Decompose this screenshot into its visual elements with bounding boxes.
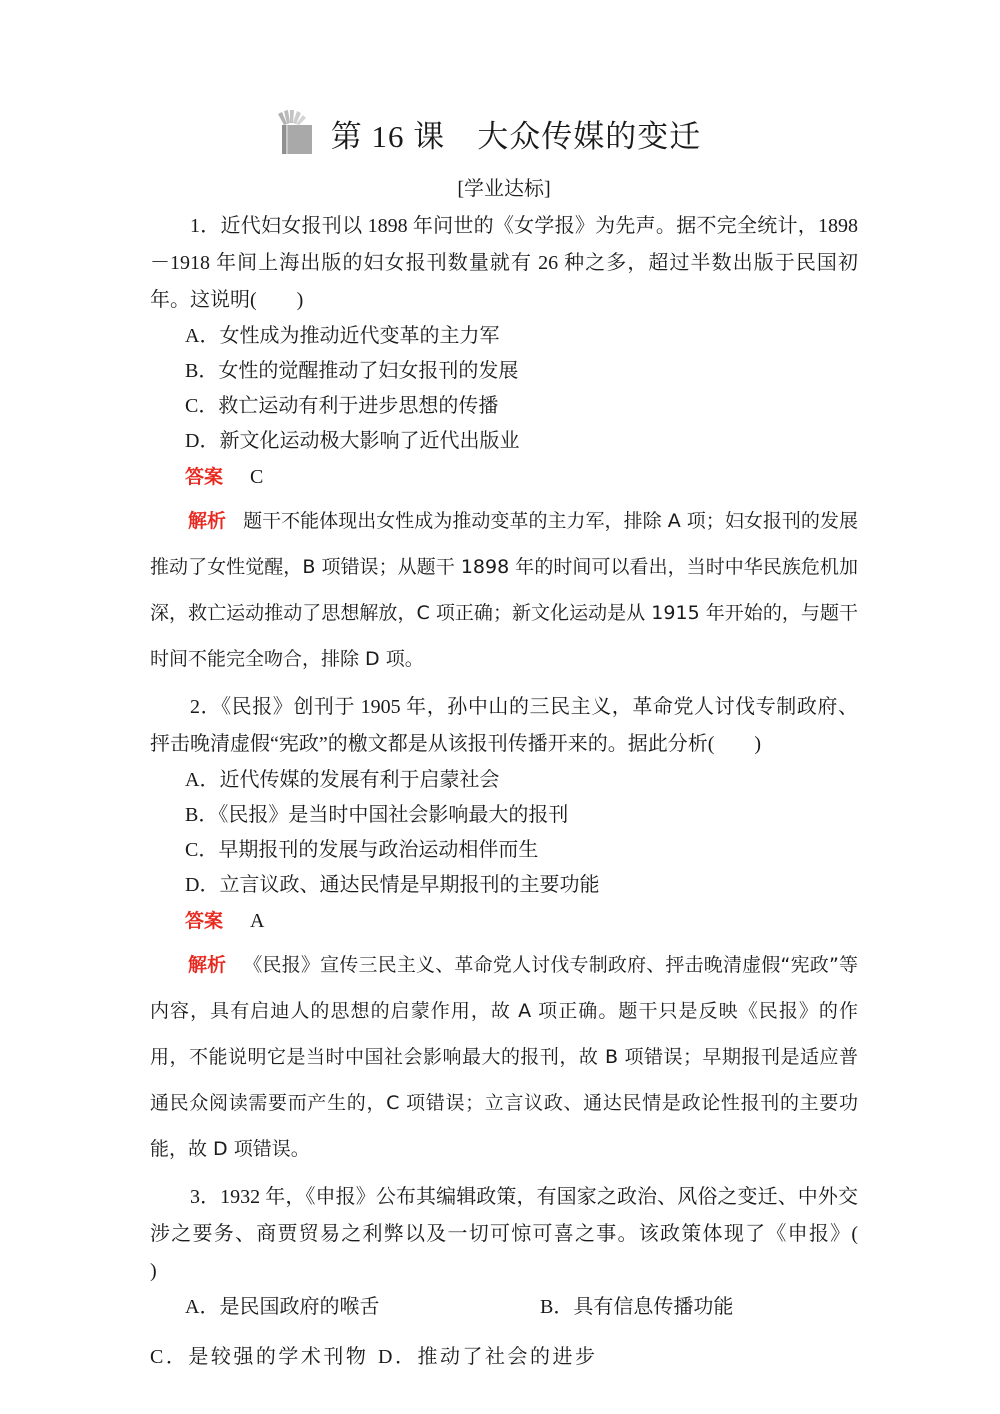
option-c: C．早期报刊的发展与政治运动相伴而生 — [185, 839, 539, 861]
option-b: B．《民报》是当时中国社会影响最大的报刊 — [185, 804, 569, 826]
worksheet-page — [150, 0, 898, 1375]
answer-row — [150, 903, 858, 940]
answer-label: 答案 — [185, 910, 224, 932]
answer-row — [150, 459, 858, 496]
option-d: D．推动了社会的进步 — [378, 1346, 598, 1368]
analysis-text: 《民报》宣传三民主义、革命党人讨伐专制政府、抨击晚清虚假“宪政”等内容，具有启迪人的思想的启蒙作用，故 A 项正确。题干只是反映《民报》的作用，不能说明它是当时中国社会影响最大的报刊，故 B 项错误；早期报刊是适应普通民众阅读需要而产生的，C 项错误；立言议政、通达民情是政论性报刊的主要功能，故 D 项错误。 — [150, 954, 858, 1160]
question-3-options-ab — [150, 1290, 858, 1325]
option-d: D．立言议政、通达民情是早期报刊的主要功能 — [185, 874, 600, 896]
analysis-text: 题干不能体现出女性成为推动变革的主力军，排除 A 项；妇女报刊的发展推动了女性觉醒，B 项错误；从题干 1898 年的时间可以看出，当时中华民族危机加深，救亡运动推动了思想解放，C 项正确；新文化运动是从 1915 年开始的，与题干时间不能完全吻合，排除 D 项。 — [150, 510, 858, 670]
page-title: 第 16 课 大众传媒的变迁 — [330, 119, 702, 154]
option-b: B．女性的觉醒推动了妇女报刊的发展 — [185, 360, 519, 382]
analysis-label: 解析 — [188, 954, 227, 976]
analysis-2 — [150, 942, 858, 1172]
question-3-options-cd — [150, 1339, 858, 1375]
question-1-stem: 1．近代妇女报刊以 1898 年问世的《女学报》为先声。据不完全统计，1898－1918 年间上海出版的妇女报刊数量就有 26 种之多，超过半数出版于民国初年。这说明( ) — [150, 215, 858, 311]
question-1-options — [150, 319, 858, 459]
question-3 — [150, 1179, 898, 1375]
answer-value: C — [250, 466, 264, 488]
question-3-stem: 3．1932 年，《申报》公布其编辑政策，有国家之政治、风俗之变迁、中外交涉之要务、商贾贸易之利弊以及一切可惊可喜之事。该政策体现了《申报》( ) — [150, 1186, 898, 1282]
analysis-label: 解析 — [188, 510, 227, 532]
question-2-options — [150, 763, 858, 903]
answer-value: A — [250, 910, 265, 932]
option-b: B．具有信息传播功能 — [540, 1296, 734, 1318]
option-a: A．是民国政府的喉舌 — [185, 1296, 380, 1318]
option-a: A．女性成为推动近代变革的主力军 — [185, 325, 500, 347]
answer-label: 答案 — [185, 466, 224, 488]
book-icon — [277, 108, 317, 156]
option-d: D．新文化运动极大影响了近代出版业 — [185, 430, 520, 452]
question-2 — [150, 689, 858, 1172]
lesson-header — [120, 108, 858, 156]
section-label: [学业达标] — [457, 178, 551, 200]
option-c: C．是较强的学术刊物 — [150, 1346, 369, 1368]
question-1 — [150, 208, 858, 682]
analysis-1 — [150, 498, 858, 682]
question-2-stem: 2．《民报》创刊于 1905 年，孙中山的三民主义，革命党人讨伐专制政府、抨击晚清虚假“宪政”的檄文都是从该报刊传播开来的。据此分析( ) — [150, 696, 858, 755]
option-c: C．救亡运动有利于进步思想的传播 — [185, 395, 499, 417]
option-a: A．近代传媒的发展有利于启蒙社会 — [185, 769, 500, 791]
